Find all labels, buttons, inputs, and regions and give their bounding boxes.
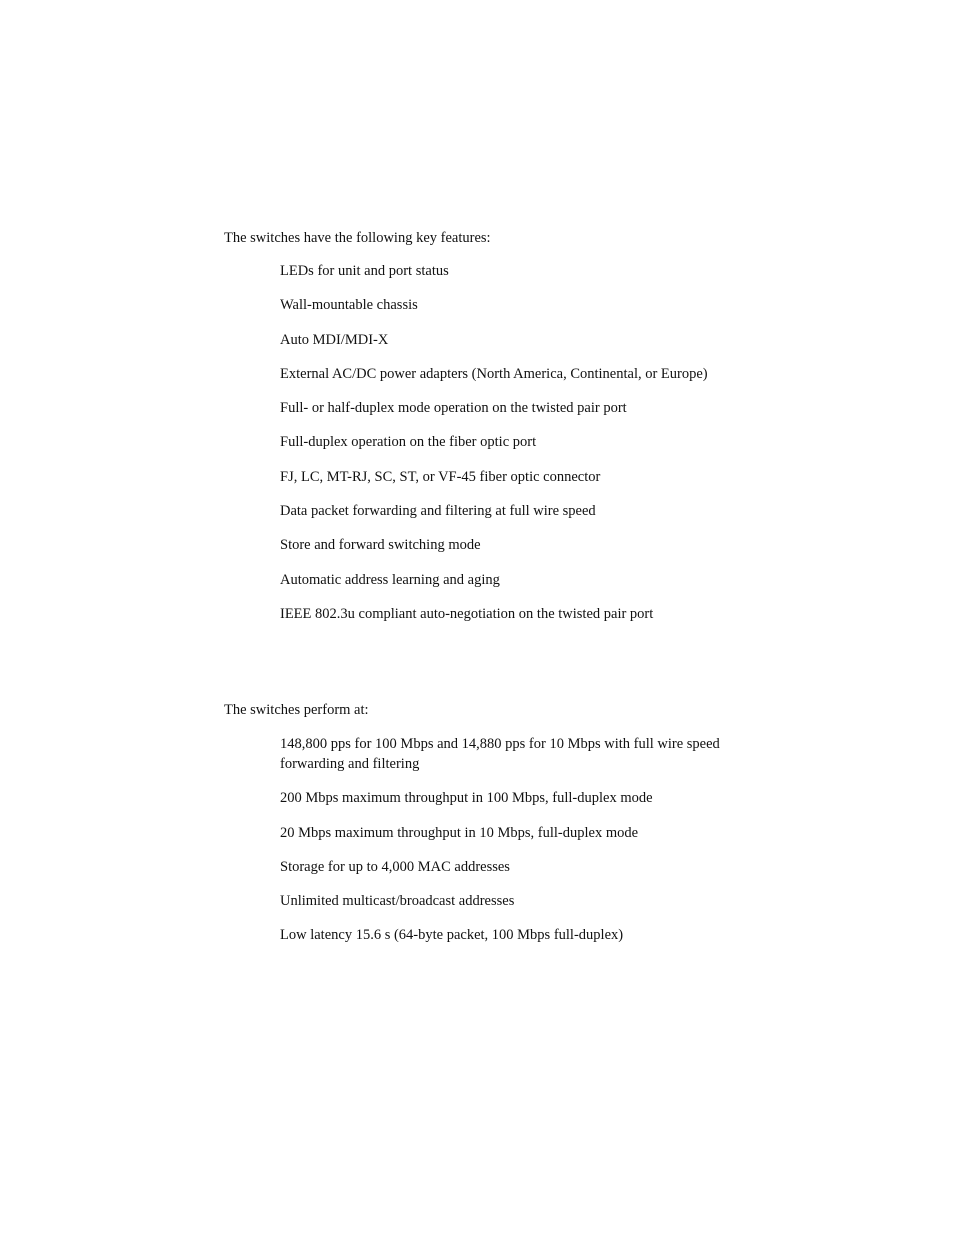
- features-intro: The switches have the following key features:: [224, 230, 491, 246]
- list-item: Storage for up to 4,000 MAC addresses: [280, 858, 510, 875]
- list-item: External AC/DC power adapters (North America, Continental, or Europe): [280, 365, 708, 382]
- features-list: [280, 261, 740, 638]
- list-item: Full- or half-duplex mode operation on the twisted pair port: [280, 400, 627, 417]
- list-item: Low latency 15.6 s (64-byte packet, 100 Mbps full-duplex): [280, 927, 624, 944]
- list-item: Full-duplex operation on the fiber optic port: [280, 434, 537, 451]
- list-item: 20 Mbps maximum throughput in 10 Mbps, full-duplex mode: [280, 824, 639, 841]
- list-item: Wall-mountable chassis: [280, 297, 418, 314]
- list-item: LEDs for unit and port status: [280, 263, 449, 279]
- list-item: Unlimited multicast/broadcast addresses: [280, 893, 515, 910]
- list-item: Automatic address learning and aging: [280, 571, 500, 588]
- list-item: Store and forward switching mode: [280, 537, 481, 554]
- list-item: IEEE 802.3u compliant auto-negotiation on the twisted pair port: [280, 605, 654, 622]
- list-item: FJ, LC, MT-RJ, SC, ST, or VF-45 fiber optic connector: [280, 468, 601, 485]
- list-item: Data packet forwarding and filtering at full wire speed: [280, 503, 596, 520]
- performance-list: [280, 734, 740, 960]
- performance-intro: The switches perform at:: [224, 702, 369, 718]
- list-item: 200 Mbps maximum throughput in 100 Mbps, full-duplex mode: [280, 790, 653, 807]
- list-item: 148,800 pps for 100 Mbps and 14,880 pps for 10 Mbps with full wire speed forwarding and filtering: [280, 736, 720, 772]
- list-item: Auto MDI/MDI-X: [280, 331, 389, 348]
